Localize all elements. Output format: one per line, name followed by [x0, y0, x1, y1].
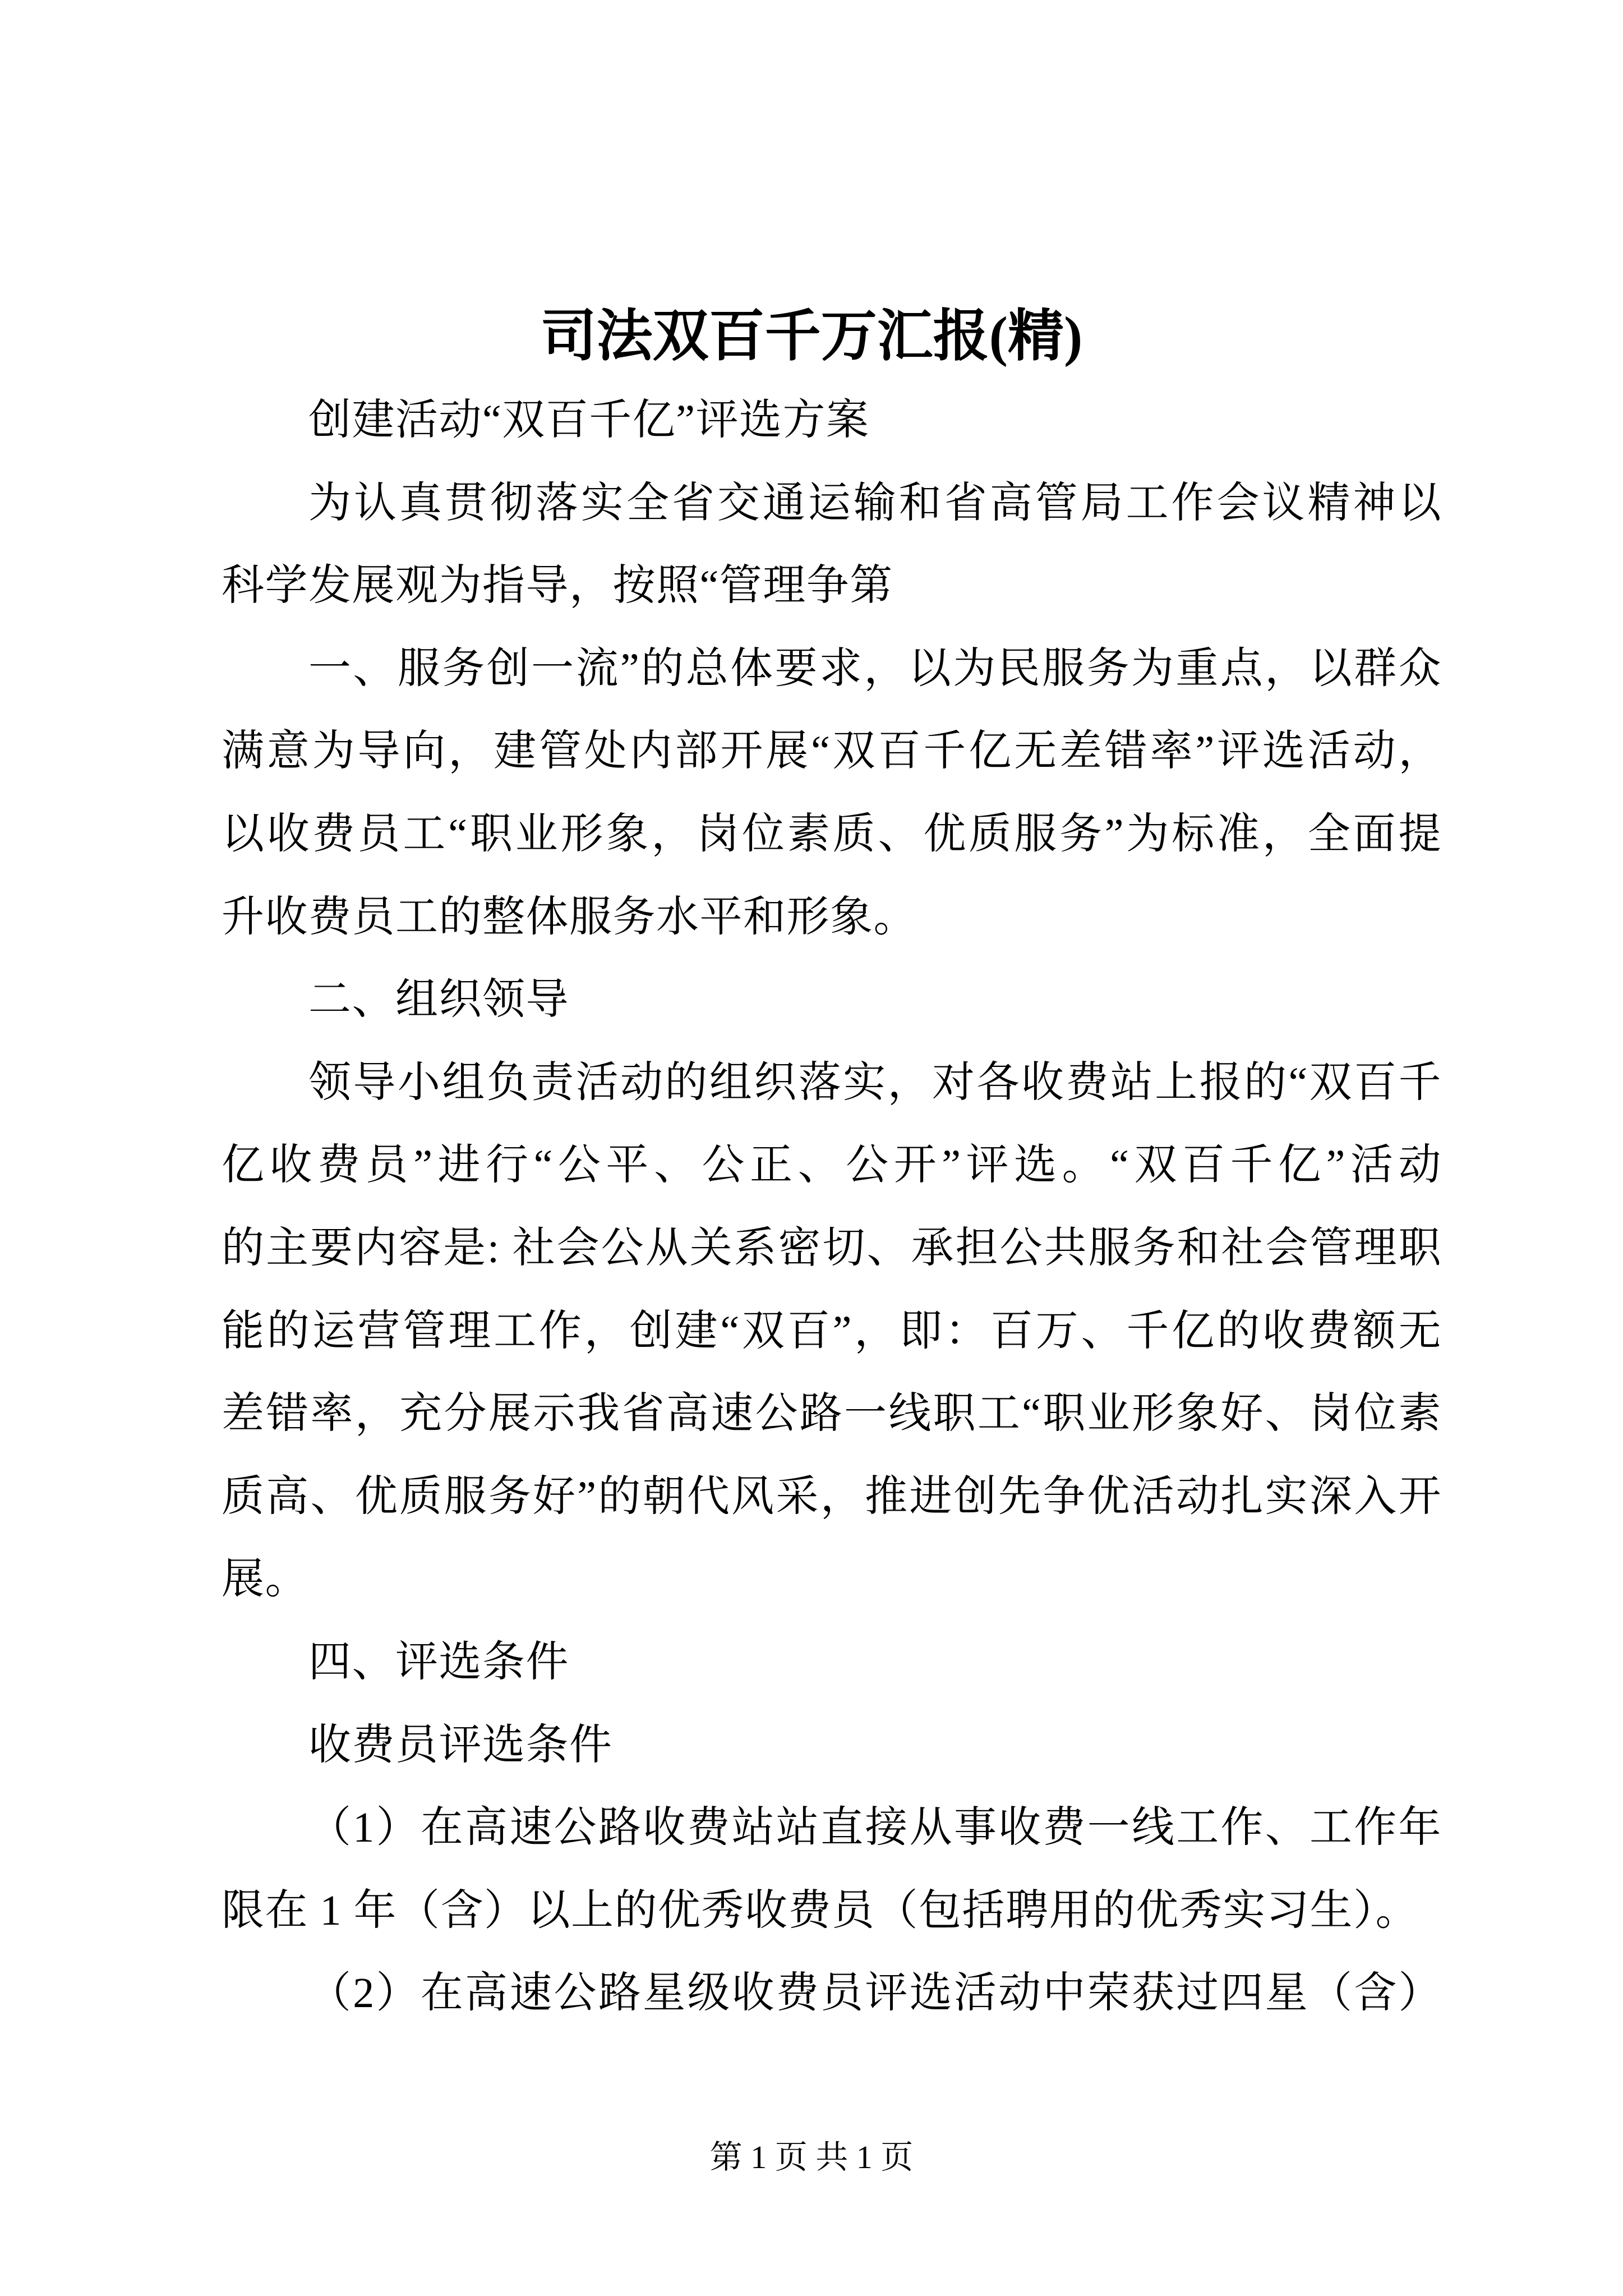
paragraph — [222, 462, 1442, 628]
paragraph-line: 科学发展观为指导，按照“管理争第 — [222, 562, 893, 610]
subtitle-paragraph — [222, 379, 1442, 462]
section-heading — [222, 1621, 1442, 1704]
paragraph-line: 创建活动“双百千亿”评选方案 — [308, 397, 870, 444]
paragraph-line: 升收费员工的整体服务水平和形象。 — [222, 893, 917, 941]
paragraph-line: （2）在高速公路星级收费员评选活动中荣获过四星（含） — [308, 1970, 1442, 2017]
paragraph-line: 以收费员工“职业形象，岗位素质、优质服务”为标准，全面提 — [222, 810, 1442, 858]
paragraph-line: 为认真贯彻落实全省交通运输和省高管局工作会议精神以 — [308, 479, 1442, 527]
paragraph-line: 质高、优质服务好”的朝代风采，推进创先争优活动扎实深入开 — [222, 1473, 1442, 1520]
paragraph-line: （1）在高速公路收费站站直接从事收费一线工作、工作年 — [308, 1804, 1442, 1852]
document-body — [222, 379, 1442, 2035]
paragraph — [222, 1042, 1442, 1621]
subsection-heading — [222, 1704, 1442, 1787]
paragraph-line: 领导小组负责活动的组织落实，对各收费站上报的“双百千 — [308, 1059, 1442, 1106]
list-item — [222, 1787, 1442, 1952]
page-footer: 第 1 页 共 1 页 — [709, 2139, 914, 2175]
paragraph-line: 差错率，充分展示我省高速公路一线职工“职业形象好、岗位素 — [222, 1390, 1442, 1438]
paragraph-line: 亿收费员”进行“公平、公正、公开”评选。“双百千亿”活动 — [222, 1142, 1442, 1189]
paragraph-line: 展。 — [222, 1556, 308, 1603]
paragraph-line: 二、组织领导 — [308, 976, 569, 1024]
paragraph-line: 满意为导向，建管处内部开展“双百千亿无差错率”评选活动， — [222, 728, 1442, 775]
paragraph-line: 能的运营管理工作，创建“双百”，即：百万、千亿的收费额无 — [222, 1307, 1442, 1355]
document-title: 司法双百千万汇报(精) — [540, 305, 1083, 367]
paragraph-line: 一、服务创一流”的总体要求，以为民服务为重点，以群众 — [308, 645, 1442, 692]
paragraph-line: 限在 1 年（含）以上的优秀收费员（包括聘用的优秀实习生）。 — [222, 1887, 1419, 1934]
paragraph — [222, 628, 1442, 959]
paragraph-line: 收费员评选条件 — [308, 1721, 613, 1769]
section-heading — [222, 959, 1442, 1042]
paragraph-line: 四、评选条件 — [308, 1638, 569, 1686]
paragraph-line: 的主要内容是: 社会公从关系密切、承担公共服务和社会管理职 — [222, 1224, 1442, 1272]
list-item — [222, 1952, 1442, 2035]
